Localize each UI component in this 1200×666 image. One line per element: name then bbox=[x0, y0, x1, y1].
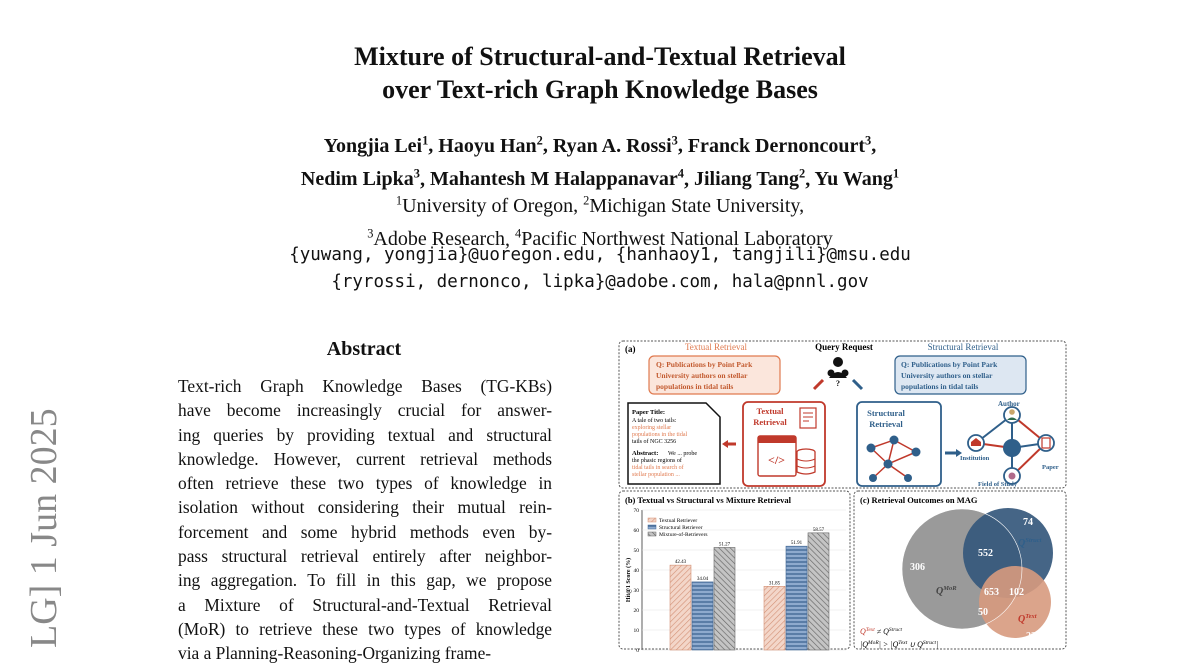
list-entry bbox=[553, 135, 678, 157]
textual-query-line-1: Q: Publications by Point Park bbox=[656, 360, 753, 369]
entry-superscript: 2 bbox=[536, 133, 543, 147]
abstract-line: forcement and some hybrid methods even by- bbox=[178, 521, 552, 542]
paper-node-label: Paper bbox=[1042, 464, 1059, 471]
abstract-line: a Mixture of Structural-and-Textual Retrieval bbox=[178, 594, 552, 615]
abstract-line: Text-rich Graph Knowledge Bases (TG-KBs) bbox=[178, 376, 552, 396]
entry-name: Ryan A. Rossi bbox=[552, 134, 672, 157]
bar bbox=[714, 547, 735, 650]
venn-all: 653 bbox=[984, 587, 999, 598]
entry-superscript: 3 bbox=[413, 166, 420, 181]
structural-box-line-1: Structural bbox=[867, 408, 905, 418]
venn-inequality-1: $Q^{Text} \ne Q^{Struct}$ bbox=[860, 627, 903, 636]
abstract-line: knowledge. However, current retrieval methods bbox=[178, 448, 552, 469]
legend-mixture: Mixture-of-Retrievers bbox=[659, 532, 708, 538]
abstract-line: isolation without considering their mutual rein- bbox=[178, 497, 552, 518]
author-list bbox=[0, 126, 1200, 193]
y-tick-label: 50 bbox=[633, 548, 639, 554]
abstract-line: pass structural retrieval entirely after neighbor- bbox=[178, 546, 552, 567]
textual-box-line-2: Retrieval bbox=[753, 417, 787, 427]
paper-abstract-line-2: the phasic regions of bbox=[632, 458, 682, 464]
email-line-1: {yuwang, yongjia}@uoregon.edu, {hanhaoy1, tangjili}@msu.edu bbox=[289, 245, 911, 265]
authors-line-2: Nedim Lipka$^3$, Mahantesh M Halappanavar$^4$, Jiliang Tang$^2$, Yu Wang$^1$ bbox=[300, 166, 900, 191]
venn-mor-struct: 552 bbox=[978, 548, 993, 559]
bar-value-label: 34.04 bbox=[696, 576, 709, 582]
entry-superscript: 4 bbox=[677, 166, 684, 181]
venn-mor-text: 50 bbox=[978, 607, 988, 618]
entry-superscript: 1 bbox=[892, 166, 900, 181]
textual-retrieval-heading: Textual Retrieval bbox=[684, 342, 748, 352]
y-tick-label: 60 bbox=[633, 528, 639, 534]
user-icon bbox=[828, 357, 849, 388]
field-node-label: Field of Study bbox=[978, 481, 1018, 488]
abstract-line: have become increasingly crucial for answer- bbox=[178, 400, 552, 421]
entry-name: Mahantesh M Halappanavar bbox=[429, 168, 678, 191]
affil-line-1: $^1$University of Oregon, $^2$Michigan State University, bbox=[395, 193, 805, 217]
mor-set-label: $Q^{MoR}$ bbox=[936, 585, 957, 597]
panel-c bbox=[854, 491, 1066, 649]
entry-superscript: 1 bbox=[422, 133, 429, 147]
entry-name: Franck Dernoncourt bbox=[687, 134, 866, 157]
list-entry bbox=[583, 195, 799, 217]
bar-value-label: 31.85 bbox=[768, 581, 781, 587]
entry-name: Pacific Northwest National Laboratory bbox=[521, 228, 833, 251]
entry-superscript: 3 bbox=[671, 133, 678, 147]
y-tick-label: 40 bbox=[633, 568, 639, 574]
paper-title-line-3: populations in the tidal bbox=[632, 432, 688, 438]
paper-abstract-label: Abstract: bbox=[632, 450, 659, 457]
entry-superscript: 3 bbox=[865, 133, 872, 147]
document-search-icon bbox=[800, 408, 816, 428]
venn-inequality-2: $|Q^{MoR}| > |Q^{Text}$ ∪ $Q^{Struct}|$ bbox=[860, 640, 939, 649]
affil-line-2: $^3$Adobe Research, $^4$Pacific Northwest National Laboratory bbox=[367, 226, 833, 251]
venn-struct-text: 102 bbox=[1009, 587, 1024, 598]
bar-value-label: 58.57 bbox=[812, 527, 825, 533]
y-axis-label: Hit@1 Score (%) bbox=[626, 557, 632, 603]
arrow-to-textual-icon bbox=[814, 380, 823, 389]
paper-title bbox=[0, 40, 1200, 106]
entry-name: University of Oregon bbox=[402, 194, 574, 217]
panel-a bbox=[619, 341, 1066, 488]
entry-superscript: 2 bbox=[799, 166, 806, 181]
text-set-circle bbox=[979, 566, 1051, 638]
textual-box-line-1: Textual bbox=[756, 406, 784, 416]
legend-structural: Structural Retriever bbox=[659, 525, 703, 531]
chart-legend bbox=[648, 518, 708, 538]
entry-name: Adobe Research bbox=[373, 228, 506, 251]
entry-superscript: 2 bbox=[583, 193, 590, 207]
entry-superscript: 4 bbox=[515, 226, 522, 241]
venn-mor-only: 306 bbox=[910, 562, 925, 573]
bar-value-label: 51.91 bbox=[790, 541, 803, 547]
bar bbox=[764, 586, 785, 650]
panel-a-label: (a) bbox=[625, 344, 636, 354]
svg-text:</>: </> bbox=[768, 453, 786, 467]
bar-value-label: 42.43 bbox=[674, 560, 687, 566]
abstract-body bbox=[178, 374, 552, 666]
panel-c-label: (c) Retrieval Outcomes on MAG bbox=[860, 495, 978, 505]
text-set-label: $Q^{Text}$ bbox=[1018, 613, 1037, 625]
entry-name: Michigan State University bbox=[589, 194, 800, 217]
institution-node-label: Institution bbox=[960, 455, 990, 462]
paper-abstract-line-4: stellar population ... bbox=[632, 472, 680, 478]
arrow-to-structural-icon bbox=[853, 380, 862, 389]
email-line-2: {ryrossi, dernonco, lipka}@adobe.com, hala@pnnl.gov bbox=[331, 272, 869, 292]
paper-title-line-1: A tale of two tails: bbox=[632, 418, 677, 424]
title-line-2: over Text-rich Graph Knowledge Bases bbox=[382, 75, 818, 104]
entry-name: Jiliang Tang bbox=[693, 168, 800, 191]
paper-abstract-line-1: We ... probe bbox=[668, 451, 698, 457]
panel-b-label: (b) Textual vs Structural vs Mixture Retrieval bbox=[625, 495, 792, 505]
bar bbox=[786, 546, 807, 650]
bar bbox=[692, 582, 713, 650]
list-entry bbox=[324, 135, 429, 157]
y-tick-label: 0 bbox=[636, 648, 639, 654]
svg-text:?: ? bbox=[836, 379, 840, 388]
entry-name: Yu Wang bbox=[814, 168, 893, 191]
y-tick-label: 70 bbox=[633, 508, 639, 514]
abstract-line: often retrieve these two types of knowledge in bbox=[178, 473, 552, 494]
textual-query-line-3: populations in tidal tails bbox=[656, 382, 734, 391]
title-line-1: Mixture of Structural-and-Textual Retrieval bbox=[354, 42, 846, 71]
y-tick-label: 10 bbox=[633, 628, 639, 634]
y-tick-label: 30 bbox=[633, 588, 639, 594]
struct-set-label: $Q^{Struct}$ bbox=[1018, 537, 1042, 549]
figure-1 bbox=[618, 340, 1068, 654]
legend-textual: Textual Retriever bbox=[659, 518, 698, 524]
list-entry bbox=[688, 135, 871, 157]
venn-struct-only: 74 bbox=[1023, 517, 1033, 528]
heterogeneous-graph bbox=[960, 400, 1059, 488]
abstract-line: ing aggregation. To fill in this gap, we propose bbox=[178, 570, 552, 591]
structural-query-line-2: University authors on stellar bbox=[901, 371, 993, 380]
entry-name: Yongjia Lei bbox=[323, 134, 423, 157]
venn-text-only: 23 bbox=[1026, 631, 1036, 642]
panel-b bbox=[619, 491, 850, 654]
list-entry bbox=[438, 135, 543, 157]
query-request-heading: Query Request bbox=[815, 342, 873, 352]
arxiv-margin-stamp: LG] 1 Jun 2025 bbox=[23, 408, 65, 648]
abstract-line: ing queries by providing textual and structural bbox=[178, 424, 552, 445]
entry-superscript: 3 bbox=[367, 226, 374, 241]
list-entry bbox=[396, 195, 573, 217]
structural-query-line-1: Q: Publications by Point Park bbox=[901, 360, 998, 369]
structural-box-line-2: Retrieval bbox=[869, 419, 903, 429]
abstract-line: (MoR) to retrieve these two types of knowledge bbox=[178, 618, 552, 639]
emails bbox=[0, 242, 1200, 296]
author-node-label: Author bbox=[998, 400, 1020, 408]
entry-superscript: 1 bbox=[395, 193, 403, 207]
bar bbox=[670, 565, 691, 650]
bar-value-label: 51.27 bbox=[718, 542, 731, 548]
abstract-line: via a Planning-Reasoning-Organizing frame- bbox=[178, 643, 492, 664]
entry-name: Haoyu Han bbox=[438, 134, 537, 157]
bar bbox=[808, 533, 829, 650]
paper-abstract-line-3: tidal tails in search of bbox=[632, 465, 684, 471]
paper-title-line-2: exploring stellar bbox=[632, 425, 672, 431]
entry-name: Nedim Lipka bbox=[300, 168, 414, 191]
authors-line-1: Yongjia Lei$^1$, Haoyu Han$^2$, Ryan A. Rossi$^3$, Franck Dernoncourt$^3$, bbox=[323, 133, 877, 157]
abstract-heading: Abstract bbox=[326, 338, 402, 360]
paper-title-line-4: tails of NGC 3256 bbox=[632, 439, 677, 445]
y-tick-label: 20 bbox=[633, 608, 639, 614]
textual-query-line-2: University authors on stellar bbox=[656, 371, 748, 380]
structural-query-line-3: populations in tidal tails bbox=[901, 382, 979, 391]
structural-retrieval-heading: Structural Retrieval bbox=[927, 342, 999, 352]
paper-title-label: Paper Title: bbox=[632, 409, 666, 416]
